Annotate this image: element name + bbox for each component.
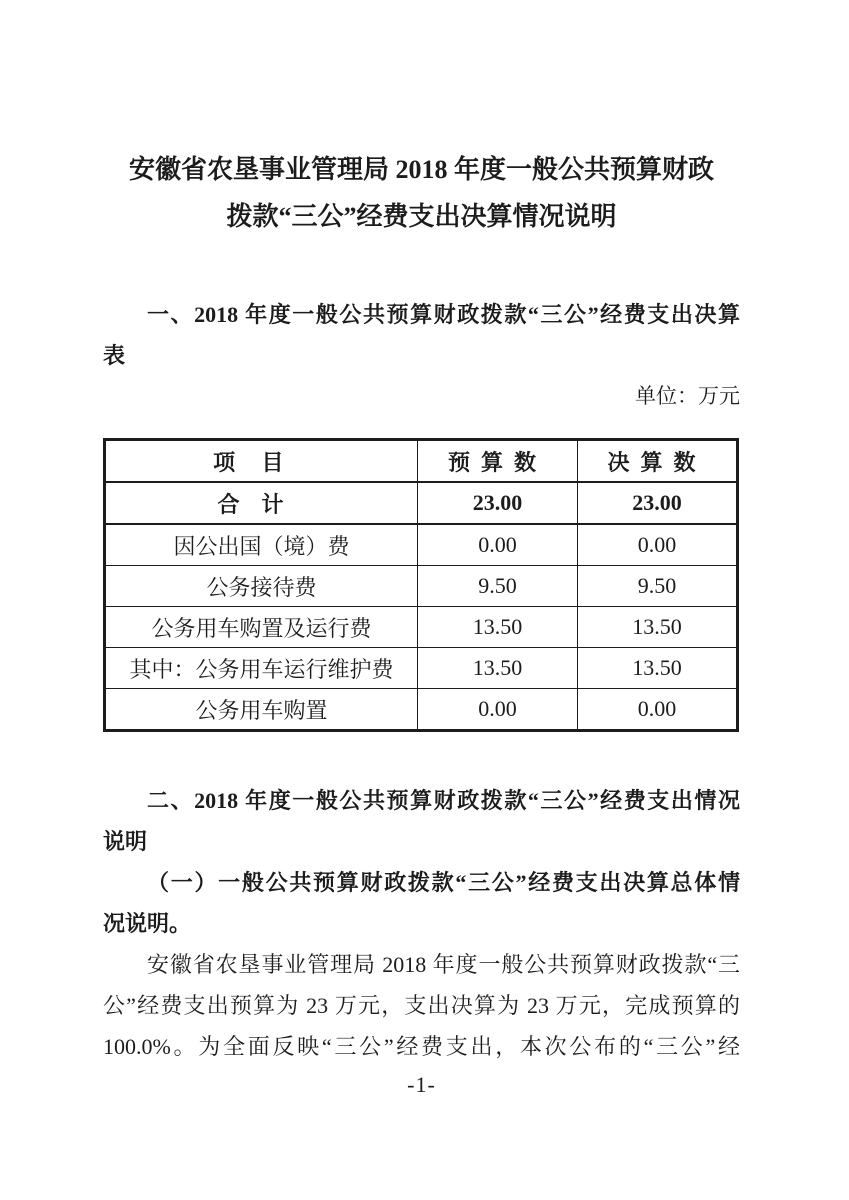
table-header-row	[105, 440, 738, 483]
cell-budget-abroad-fee: 0.00	[418, 524, 578, 566]
body-paragraph-line-1: 安徽省农垦事业管理局 2018 年度一般公共预算财政拨款“三	[147, 952, 740, 977]
table-row-vehicle-purchase-operation	[105, 607, 738, 648]
cell-final-vehicle-operation-maintenance: 13.50	[578, 648, 738, 689]
table-row-abroad-fee	[105, 524, 738, 566]
cell-item-reception-fee: 公务接待费	[105, 566, 418, 607]
cell-item-vehicle-purchase-operation: 公务用车购置及运行费	[105, 607, 418, 648]
page-number: -1-	[407, 1072, 436, 1097]
cell-budget-vehicle-purchase: 0.00	[418, 689, 578, 731]
section-1-heading-line-1: 一、2018 年度一般公共预算财政拨款“三公”经费支出决算	[147, 302, 740, 327]
section-2-heading-line-1: 二、2018 年度一般公共预算财政拨款“三公”经费支出情况	[147, 788, 740, 813]
table-unit-label: 单位：万元	[635, 384, 740, 408]
column-header-budget: 预算数	[418, 440, 578, 483]
document-title	[103, 146, 740, 240]
subsection-1-heading	[103, 862, 740, 944]
body-paragraph-line-2: 公”经费支出预算为 23 万元，支出决算为 23 万元，完成预算的	[103, 993, 740, 1018]
cell-budget-vehicle-purchase-operation: 13.50	[418, 607, 578, 648]
cell-final-vehicle-purchase-operation: 13.50	[578, 607, 738, 648]
section-2-heading	[103, 780, 740, 862]
cell-budget-vehicle-operation-maintenance: 13.50	[418, 648, 578, 689]
cell-item-abroad-fee: 因公出国（境）费	[105, 524, 418, 566]
subsection-1-heading-line-1: （一）一般公共预算财政拨款“三公”经费支出决算总体情	[147, 870, 740, 895]
table-row-reception-fee	[105, 566, 738, 607]
table-row-total	[105, 482, 738, 524]
cell-final-vehicle-purchase: 0.00	[578, 689, 738, 731]
subsection-1-heading-line-2: 况说明。	[103, 911, 192, 936]
section-1-heading	[103, 294, 740, 376]
cell-final-total: 23.00	[578, 482, 738, 524]
document-title-line-1: 安徽省农垦事业管理局 2018 年度一般公共预算财政	[128, 155, 714, 184]
document-content	[103, 0, 740, 1098]
section-1-heading-line-2: 表	[103, 343, 126, 368]
three-public-expense-table	[103, 438, 739, 732]
body-paragraph-line-3: 100.0%。为全面反映“三公”经费支出，本次公布的“三公”经	[103, 1034, 740, 1059]
body-paragraph	[103, 944, 740, 1067]
cell-item-total: 合计	[105, 482, 418, 524]
table-row-vehicle-operation-maintenance	[105, 648, 738, 689]
table-row-vehicle-purchase	[105, 689, 738, 731]
cell-item-vehicle-purchase: 公务用车购置	[105, 689, 418, 731]
section-2-heading-line-2: 说明	[103, 829, 148, 854]
cell-budget-total: 23.00	[418, 482, 578, 524]
cell-final-reception-fee: 9.50	[578, 566, 738, 607]
column-header-final: 决算数	[578, 440, 738, 483]
column-header-item: 项目	[105, 440, 418, 483]
cell-final-abroad-fee: 0.00	[578, 524, 738, 566]
document-title-line-2: 拨款“三公”经费支出决算情况说明	[226, 202, 617, 231]
cell-budget-reception-fee: 9.50	[418, 566, 578, 607]
cell-item-vehicle-operation-maintenance: 其中：公务用车运行维护费	[105, 648, 418, 689]
